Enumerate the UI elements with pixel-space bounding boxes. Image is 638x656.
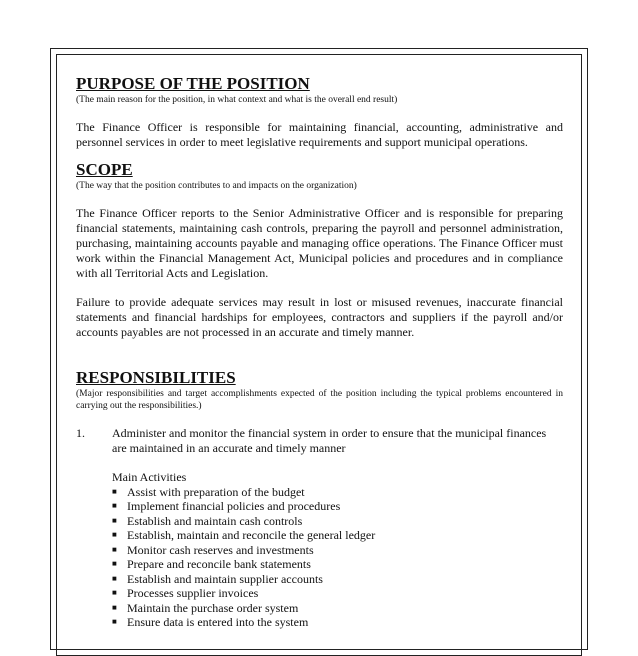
document-content xyxy=(76,74,563,630)
scope-paragraph-2: Failure to provide adequate services may result in lost or misused revenues, inaccurate financial statements and financial hardships for employees, contractors and suppliers if the payroll and/or accounts payables are not processed in an accurate and timely manner. xyxy=(76,295,563,339)
list-item: ■ Establish and maintain supplier accounts xyxy=(112,571,323,586)
square-bullet-icon: ■ xyxy=(112,588,117,597)
list-item: ■ Establish and maintain cash controls xyxy=(112,513,303,528)
square-bullet-icon: ■ xyxy=(112,544,117,554)
square-bullet-icon: ■ xyxy=(112,617,117,626)
purpose-body: The Finance Officer is responsible for maintaining financial, accounting, administrative and personnel services in order to meet legislative requirements and support municipal operations. xyxy=(76,120,563,149)
square-bullet-icon: ■ xyxy=(112,602,117,612)
square-bullet-icon: ■ xyxy=(112,515,117,525)
list-item: ■ Maintain the purchase order system xyxy=(112,600,299,615)
list-item: ■ Establish, maintain and reconcile the general ledger xyxy=(112,528,376,542)
list-item: ■ Processes supplier invoices xyxy=(112,586,259,600)
list-item: ■ Assist with preparation of the budget xyxy=(112,484,305,499)
responsibilities-section xyxy=(76,368,563,630)
responsibilities-heading: RESPONSIBILITIES xyxy=(76,368,236,387)
responsibility-item-1 xyxy=(76,426,563,456)
main-activities xyxy=(112,470,563,630)
scope-section xyxy=(76,160,563,340)
list-item: ■ Prepare and reconcile bank statements xyxy=(112,557,311,571)
responsibilities-subheading: (Major responsibilities and target accomplishments expected of the position including the typical problems encountered in carrying out the responsibilities.) xyxy=(76,389,563,411)
item-number: 1. xyxy=(76,426,85,440)
square-bullet-icon: ■ xyxy=(112,559,117,568)
purpose-section xyxy=(76,74,563,150)
scope-subheading: (The way that the position contributes to and impacts on the organization) xyxy=(76,181,357,191)
purpose-subheading: (The main reason for the position, in what context and what is the overall end result) xyxy=(76,95,398,105)
activities-list xyxy=(112,485,563,630)
list-item: ■ Implement financial policies and procedures xyxy=(112,499,341,513)
scope-heading: SCOPE xyxy=(76,160,133,179)
list-item: ■ Ensure data is entered into the system xyxy=(112,615,309,629)
square-bullet-icon: ■ xyxy=(112,530,117,539)
square-bullet-icon: ■ xyxy=(112,486,117,496)
list-item: ■ Monitor cash reserves and investments xyxy=(112,542,314,557)
square-bullet-icon: ■ xyxy=(112,501,117,510)
square-bullet-icon: ■ xyxy=(112,573,117,583)
purpose-heading: PURPOSE OF THE POSITION xyxy=(76,74,310,93)
item-text: Administer and monitor the financial system in order to ensure that the municipal finances are maintained in an accurate and timely manner xyxy=(112,426,547,455)
scope-paragraph-1: The Finance Officer reports to the Senior Administrative Officer and is responsible for preparing financial statements, maintaining cash controls, preparing the payroll and personnel administration, purchasing, maintaining accounts payable and managing office operations. The Finance Officer must work within the Financial Management Act, Municipal policies and procedures and in compliance with all Territorial Acts and Legislation. xyxy=(76,206,563,280)
activities-label: Main Activities xyxy=(112,470,187,484)
